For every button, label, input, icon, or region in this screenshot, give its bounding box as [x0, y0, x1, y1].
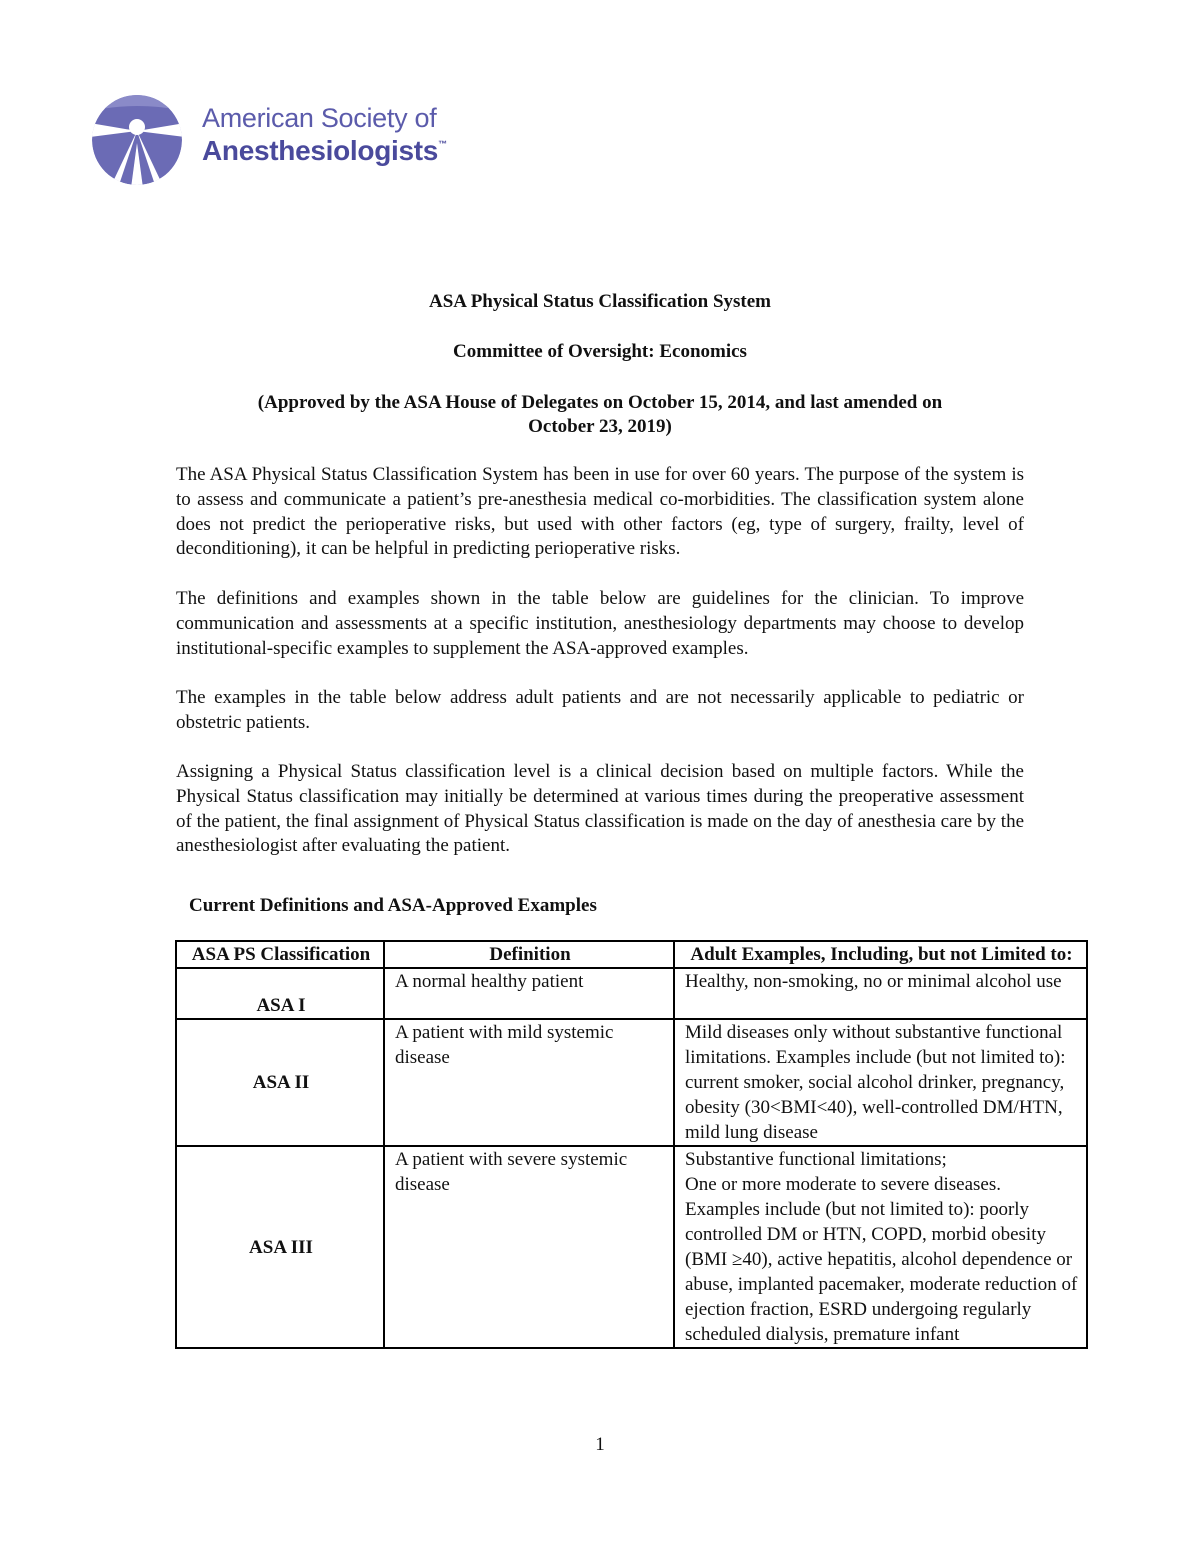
committee-line: Committee of Oversight: Economics — [453, 341, 747, 362]
examples-cell: Mild diseases only without substantive functional limitations. Examples include (but not limited to): current smoker, social alcohol drinker, pregnancy, obesity (30<BMI<40), well-controlled DM/HTN, mild lung disease — [674, 1019, 1087, 1146]
examples-cell — [674, 1146, 1087, 1348]
page-number: 1 — [595, 1434, 605, 1455]
examples-line: One or more moderate to severe diseases. — [685, 1174, 1002, 1195]
level-cell: ASA I — [176, 968, 384, 1019]
classification-table — [175, 940, 1088, 1349]
document-title: ASA Physical Status Classification System — [428, 291, 772, 312]
paragraph-assignment: Assigning a Physical Status classification level is a clinical decision based on multiple factors. While the Physical Status classification may initially be determined at various times during the preoperative assessment of the patient, the final assignment of Physical Status classification is made on the day of anesthesia care by the anesthesiologist after evaluating the patient. — [176, 761, 1024, 857]
table-row — [176, 1146, 1087, 1348]
approval-note-line2: October 23, 2019) — [528, 416, 672, 437]
examples-cell: Healthy, non-smoking, no or minimal alcohol use — [674, 968, 1087, 1019]
approval-note — [176, 391, 1024, 439]
table-row — [176, 1019, 1087, 1146]
paragraph-intro: The ASA Physical Status Classification System has been in use for over 60 years. The purpose of the system is to assess and communicate a patient’s pre-anesthesia medical co-morbidities. The classification system alone does not predict the perioperative risks, but used with other factors (eg, type of surgery, frailty, level of deconditioning), it can be helpful in predicting perioperative risks. — [176, 464, 1024, 560]
header-definition: Definition — [384, 941, 674, 968]
asa-logo — [90, 93, 470, 188]
logo-text-line1: American Society of — [202, 103, 437, 133]
logo-text-anesthesiologists: Anesthesiologists — [202, 135, 439, 166]
table-row — [176, 968, 1087, 1019]
trademark-symbol: ™ — [438, 139, 447, 149]
header-classification: ASA PS Classification — [176, 941, 384, 968]
paragraph-guidelines: The definitions and examples shown in the table below are guidelines for the clinician. To improve communication and assessments at a specific institution, anesthesiology departments may choose to develop institutional-specific examples to supplement the ASA-approved examples. — [176, 588, 1024, 659]
header-examples: Adult Examples, Including, but not Limited to: — [674, 941, 1087, 968]
definition-cell: A patient with mild systemic disease — [384, 1019, 674, 1146]
approval-note-line1: (Approved by the ASA House of Delegates on October 15, 2014, and last amended on — [257, 392, 943, 413]
asa-emblem-icon — [90, 93, 185, 188]
definition-cell: A normal healthy patient — [384, 968, 674, 1019]
examples-text: Examples include (but not limited to): poorly controlled DM or HTN, COPD, morbid obesity (BMI ≥40), active hepatitis, alcohol dependence or abuse, implanted pacemaker, moderate reduction of ejection fraction, ESRD undergoing regularly scheduled dialysis, premature infant — [685, 1199, 1078, 1345]
definition-cell: A patient with severe systemic disease — [384, 1146, 674, 1348]
level-cell: ASA II — [176, 1019, 384, 1146]
paragraph-adult-scope: The examples in the table below address adult patients and are not necessarily applicable to pediatric or obstetric patients. — [176, 687, 1024, 733]
section-title: Current Definitions and ASA-Approved Examples — [189, 895, 597, 916]
table-header-row — [176, 941, 1087, 968]
level-cell: ASA III — [176, 1146, 384, 1348]
logo-text-line2 — [202, 135, 447, 167]
examples-line: Substantive functional limitations; — [685, 1149, 947, 1170]
